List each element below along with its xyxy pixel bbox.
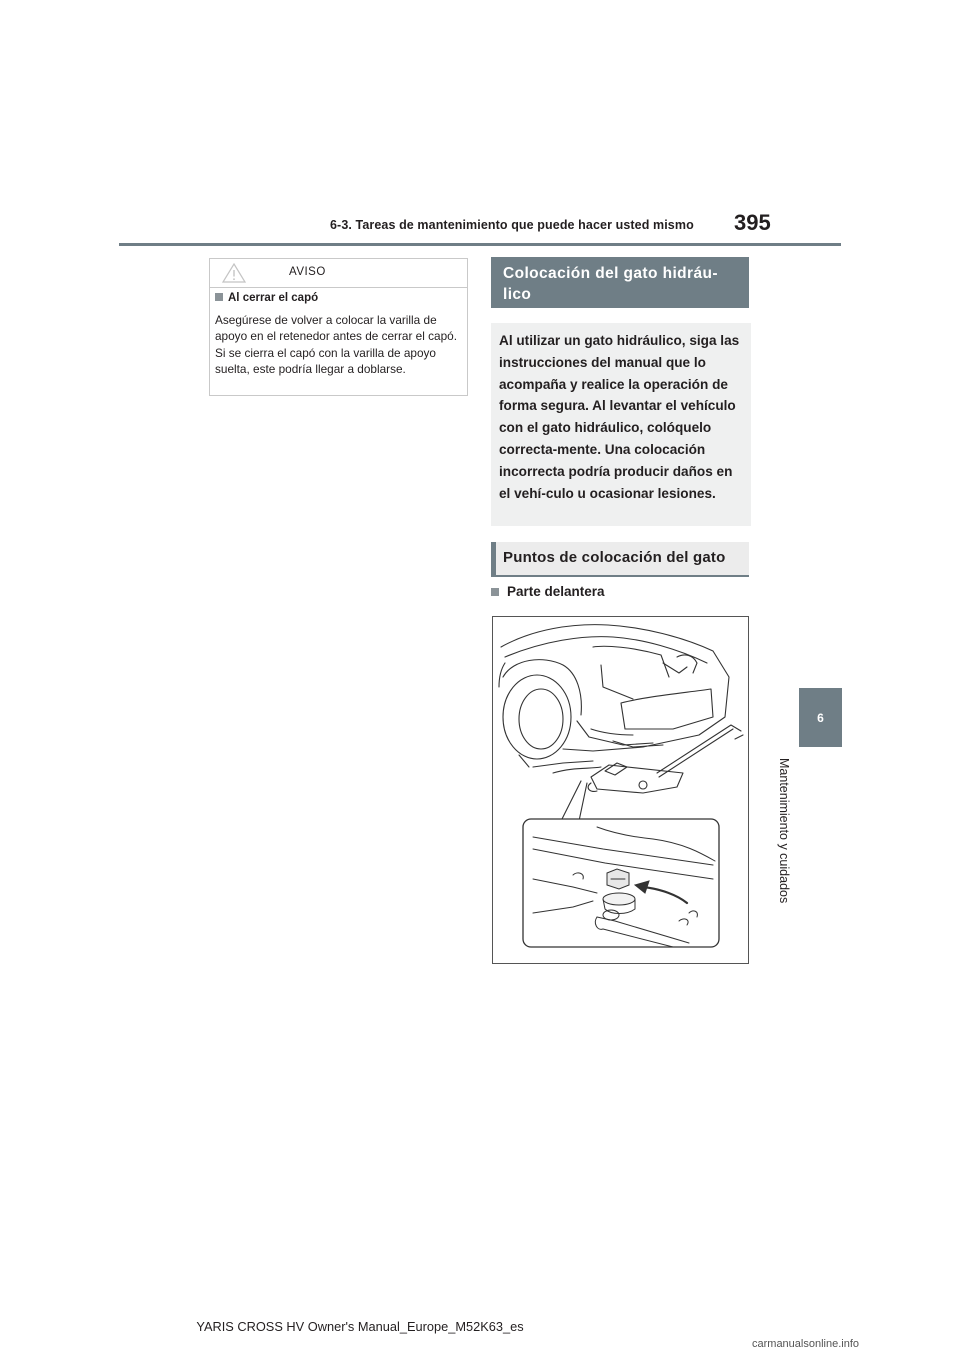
chapter-label: [777, 758, 805, 923]
square-bullet-icon: [491, 588, 499, 596]
chapter-number: 6: [817, 710, 824, 725]
section-title: 6-3. Tareas de mantenimiento que puede hacer usted mismo: [330, 218, 694, 232]
manual-id-text: YARIS CROSS HV Owner's Manual_Europe_M52K63_es: [196, 1319, 524, 1334]
chapter-tab[interactable]: [799, 688, 842, 747]
chapter-title: Mantenimiento y cuidados: [777, 758, 791, 904]
front-subheading: [491, 584, 605, 599]
footer-manual-id: [0, 1319, 960, 1334]
warning-subheading: [215, 292, 318, 304]
warning-subheading-text: Al cerrar el capó: [228, 292, 319, 304]
warning-triangle-icon: [222, 263, 246, 283]
watermark[interactable]: carmanualsonline.info: [752, 1338, 860, 1350]
warning-body: Asegúrese de volver a colocar la varilla de apoyo en el retenedor antes de cerrar el capó. Si se cierra el capó con la varilla de apoyo suelta, este podría llegar a doblarse.: [215, 313, 457, 377]
hydraulic-jack-heading: Colocación del gato hidráu-lico: [491, 257, 749, 308]
warning-header: [210, 259, 467, 288]
warning-box: [209, 258, 468, 396]
jack-point-drawing: [493, 617, 749, 964]
jack-points-heading: Puntos de colocación del gato: [491, 542, 749, 577]
square-bullet-icon: [215, 293, 223, 301]
hydraulic-jack-info: Al utilizar un gato hidráulico, siga las instrucciones del manual que lo acompaña y realice la operación de forma segura. Al levantar el vehículo con el gato hidráulico, colóquelo correcta-mente. Una colocación incorrecta podría producir daños en el vehí-culo u ocasionar lesiones.: [491, 323, 751, 526]
front-subheading-text: Parte delantera: [507, 584, 605, 599]
jack-point-illustration: [492, 616, 749, 964]
page-number: 395: [734, 210, 771, 235]
header-rule: [119, 243, 841, 246]
warning-label: AVISO: [289, 266, 326, 278]
